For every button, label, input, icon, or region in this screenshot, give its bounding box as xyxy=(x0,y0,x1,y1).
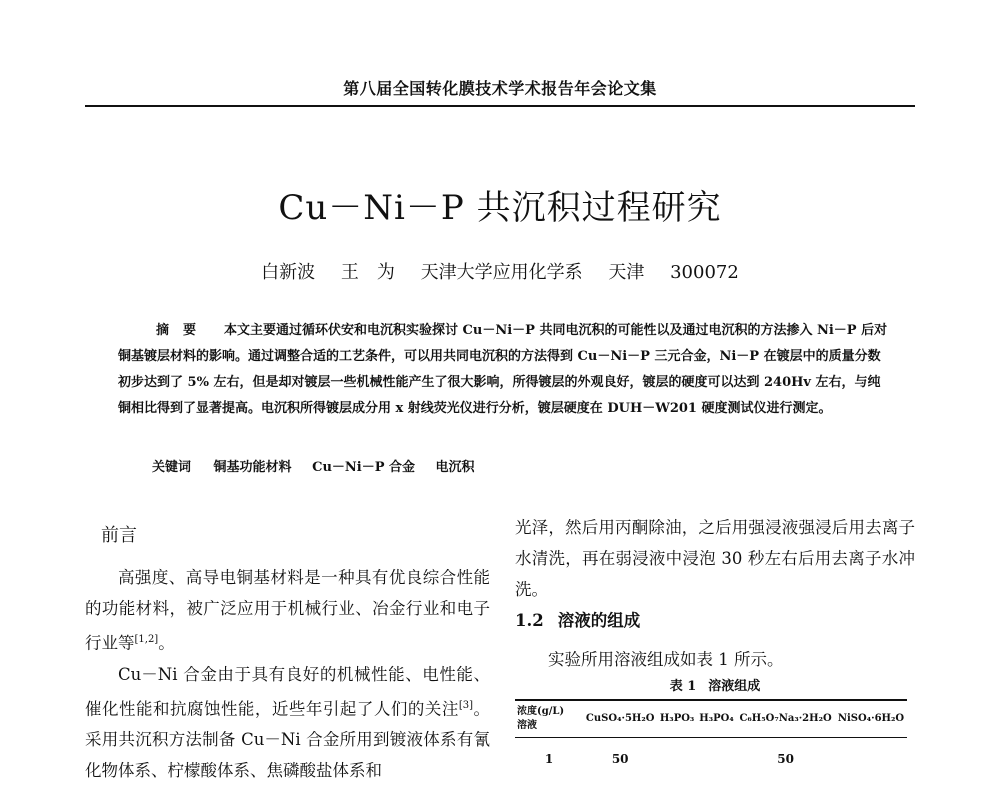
author-line xyxy=(0,258,1000,284)
solution-table xyxy=(515,699,907,781)
column-header: C₆H₅O₇Na₃·2H₂O xyxy=(736,700,835,738)
right-column xyxy=(515,512,915,781)
column-header: H₃PO₄ xyxy=(697,700,736,738)
abstract-text: 本文主要通过循环伏安和电沉积实验探讨 Cu－Ni－P 共同电沉积的可能性以及通过电沉积的方法掺入 Ni－P 后对铜基镀层材料的影响。通过调整合适的工艺条件，可以用共同电沉积的方法得到 Cu－Ni－P 三元合金，Ni－P 在镀层中的质量分数初步达到了 5% 左右，但是却对镀层一些机械性能产生了很大影响，所得镀层的外观良好，镀层的硬度可以达到 240Hv 左右，与纯铜相比得到了显著提高。电沉积所得镀层成分用 x 射线荧光仪进行分析，镀层硬度在 DUH－W201 硬度测试仪进行测定。 xyxy=(118,323,887,416)
table-cell xyxy=(657,738,696,782)
table-cell: 50 xyxy=(583,738,657,782)
table-corner-header xyxy=(515,700,583,738)
left-column xyxy=(85,522,490,786)
table-header-row xyxy=(515,700,907,738)
section-heading-preface: 前言 xyxy=(101,522,490,550)
paragraph-2-end: 。采用共沉积方法制备 Cu－Ni 合金所用到镀液体系有氰化物体系、柠檬酸体系、焦磷酸盐体系和 xyxy=(85,699,490,780)
paragraph-1 xyxy=(85,562,490,659)
table-title: 溶液组成 xyxy=(708,679,760,694)
abstract xyxy=(118,318,888,422)
corner-bottom: 溶液 xyxy=(517,719,581,733)
table-intro: 实验所用溶液组成如表 1 所示。 xyxy=(515,644,915,675)
table-cell: 50 xyxy=(736,738,835,782)
affiliation: 天津大学应用化学系 xyxy=(421,262,583,283)
author-2: 王 为 xyxy=(341,262,395,283)
table-number: 表 1 xyxy=(670,679,697,694)
citation-2: [3] xyxy=(459,700,473,711)
city: 天津 xyxy=(608,262,644,283)
paper-title: Cu－Ni－P 共沉积过程研究 xyxy=(0,180,1000,229)
paragraph-continued: 光泽，然后用丙酮除油，之后用强浸液强浸后用去离子水清洗，再在弱浸液中浸泡 30 秒左右后用去离子水冲洗。 xyxy=(515,512,915,605)
header-rule xyxy=(85,105,915,107)
author-1: 白新波 xyxy=(261,262,315,283)
paragraph-1-end: 。 xyxy=(158,634,175,653)
table-row xyxy=(515,738,907,782)
keyword-3: 电沉积 xyxy=(436,460,475,475)
subsection-title: 溶液的组成 xyxy=(558,611,641,630)
paragraph-2-text: Cu－Ni 合金由于具有良好的机械性能、电性能、催化性能和抗腐蚀性能，近些年引起了人们的关注 xyxy=(85,665,490,719)
corner-top: 浓度(g/L) xyxy=(517,705,581,719)
keywords-label: 关键词 xyxy=(152,460,191,475)
running-header: 第八届全国转化膜技术学术报告年会论文集 xyxy=(0,76,1000,99)
keyword-2: Cu－Ni－P 合金 xyxy=(312,460,415,475)
column-header: CuSO₄·5H₂O xyxy=(583,700,657,738)
keyword-1: 铜基功能材料 xyxy=(214,460,292,475)
postal-code: 300072 xyxy=(670,262,739,283)
table-caption xyxy=(515,677,915,697)
abstract-label: 摘要 xyxy=(156,323,210,338)
table-cell xyxy=(697,738,736,782)
column-header: H₃PO₃ xyxy=(657,700,696,738)
table-cell xyxy=(835,738,907,782)
subsection-number: 1.2 xyxy=(515,611,544,630)
column-header: NiSO₄·6H₂O xyxy=(835,700,907,738)
paragraph-1-text: 高强度、高导电铜基材料是一种具有优良综合性能的功能材料，被广泛应用于机械行业、冶金行业和电子行业等 xyxy=(85,568,490,653)
subsection-heading xyxy=(515,605,915,636)
table-cell: 1 xyxy=(515,738,583,782)
citation-1: [1,2] xyxy=(135,634,159,645)
paragraph-2 xyxy=(85,659,490,786)
keywords xyxy=(152,456,491,475)
